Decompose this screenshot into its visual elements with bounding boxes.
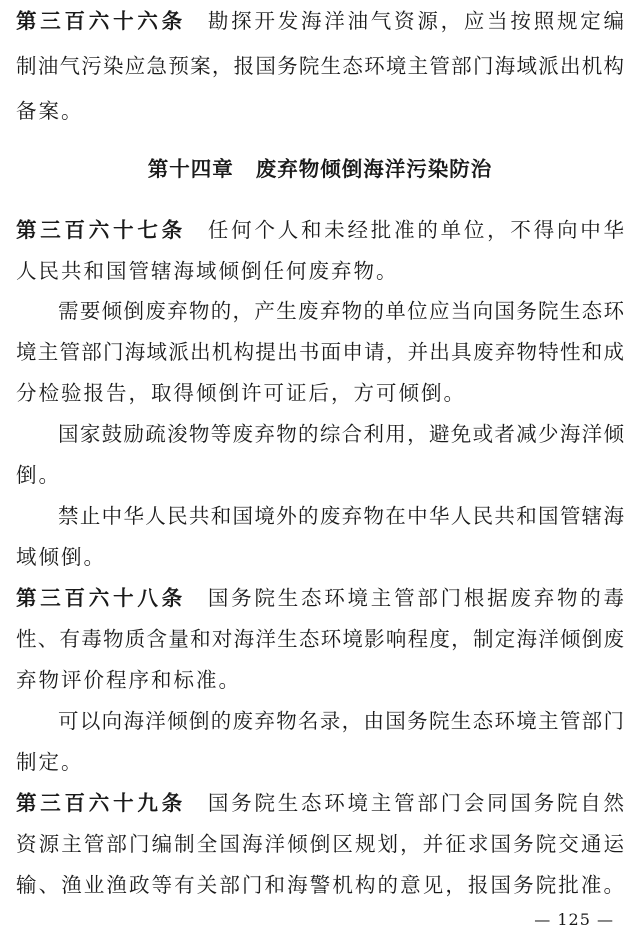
article-369-line-2: 资源主管部门编制全国海洋倾倒区规划，并征求国务院交通运 <box>16 832 624 856</box>
article-369-text-1: 国务院生态环境主管部门会同国务院自然 <box>207 791 625 815</box>
article-369-line-3: 输、渔业渔政等有关部门和海警机构的意见，报国务院批准。 <box>16 873 624 897</box>
article-367-para-3-line-2: 倒。 <box>16 463 61 487</box>
article-367-para-4-line-1: 禁止中华人民共和国境外的废弃物在中华人民共和国管辖海 <box>58 504 624 528</box>
article-369-line-1 <box>16 790 624 816</box>
chapter-number: 第十四章 <box>147 157 234 181</box>
article-367-para-2-line-3: 分检验报告，取得倾倒许可证后，方可倾倒。 <box>16 381 466 405</box>
article-368-line-2: 性、有毒物质含量和对海洋生态环境影响程度，制定海洋倾倒废 <box>16 627 624 651</box>
article-368-para-2-line-1: 可以向海洋倾倒的废弃物名录，由国务院生态环境主管部门 <box>58 709 624 733</box>
article-368-line-3: 弃物评价程序和标准。 <box>16 668 241 692</box>
article-367-para-2-line-1: 需要倾倒废弃物的，产生废弃物的单位应当向国务院生态环 <box>58 299 624 323</box>
article-366-text-1: 勘探开发海洋油气资源，应当按照规定编 <box>207 9 625 33</box>
article-367-line-2: 人民共和国管辖海域倾倒任何废弃物。 <box>16 259 399 283</box>
article-366-line-3: 备案。 <box>16 99 84 123</box>
article-367-para-4-line-2: 域倾倒。 <box>16 545 106 569</box>
article-366-title: 第三百六十六条 <box>16 9 186 33</box>
article-366-line-2: 制油气污染应急预案，报国务院生态环境主管部门海域派出机构 <box>16 54 624 78</box>
chapter-heading <box>16 156 624 182</box>
chapter-name: 废弃物倾倒海洋污染防治 <box>255 157 493 181</box>
article-367-para-3-line-1: 国家鼓励疏浚物等废弃物的综合利用，避免或者减少海洋倾 <box>58 422 624 446</box>
article-368-title: 第三百六十八条 <box>16 586 186 610</box>
page-number: — 125 — <box>534 910 614 929</box>
article-367-title: 第三百六十七条 <box>16 218 186 242</box>
article-367-text-1: 任何个人和未经批准的单位，不得向中华 <box>207 218 625 242</box>
article-368-line-1 <box>16 585 624 611</box>
article-368-text-1: 国务院生态环境主管部门根据废弃物的毒 <box>207 586 625 610</box>
article-367-para-2-line-2: 境主管部门海域派出机构提出书面申请，并出具废弃物特性和成 <box>16 340 624 364</box>
article-369-title: 第三百六十九条 <box>16 791 186 815</box>
article-366-line-1 <box>16 8 624 34</box>
article-368-para-2-line-2: 制定。 <box>16 750 84 774</box>
article-367-line-1 <box>16 217 624 243</box>
